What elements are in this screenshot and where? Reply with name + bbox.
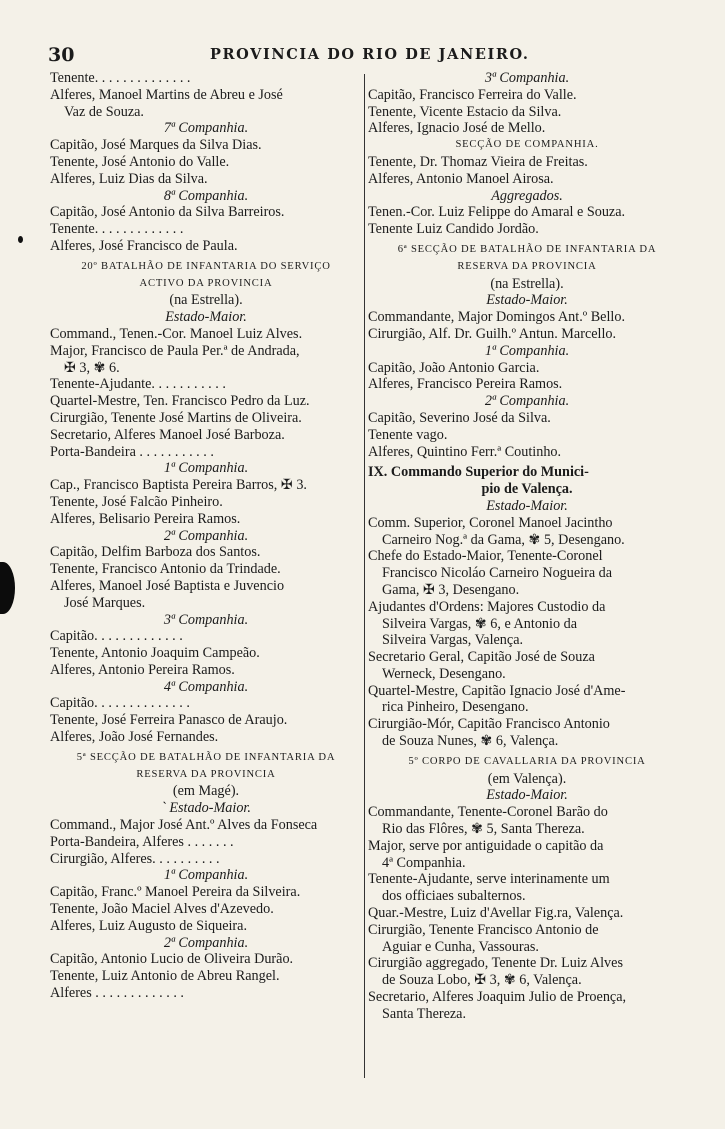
location-label: (em Valença). bbox=[487, 770, 567, 787]
roster-line: Alferes, Manoel Martins de Abreu e José bbox=[50, 86, 283, 103]
roster-line: Silveira Vargas, Valença. bbox=[382, 632, 524, 649]
roster-line: ✠ 3, ✾ 6. bbox=[64, 359, 120, 376]
company-heading: 2ª Companhia. bbox=[163, 527, 249, 544]
section-heading: 6ª SECÇÃO DE BATALHÃO DE INFANTARIA DA bbox=[397, 243, 657, 255]
section-heading: IX. Commando Superior do Munici- bbox=[368, 464, 589, 481]
roster-line: Cirurgião-Mór, Capitão Francisco Antonio bbox=[368, 716, 610, 733]
right-column bbox=[368, 70, 686, 1023]
staff-heading: Estado-Maior. bbox=[486, 787, 568, 804]
roster-line: Capitão, Severino José da Silva. bbox=[368, 409, 551, 426]
roster-line: Capitão, Antonio Lucio de Oliveira Durão. bbox=[50, 951, 294, 968]
roster-line: Santa Thereza. bbox=[382, 1005, 467, 1022]
roster-line: Alferes, João José Fernandes. bbox=[50, 729, 219, 746]
roster-line: Command., Tenen.-Cor. Manoel Luiz Alves. bbox=[50, 325, 303, 342]
roster-line: Tenente, José Antonio do Valle. bbox=[50, 153, 230, 170]
roster-line: Tenente. . . . . . . . . . . . . . bbox=[50, 70, 191, 86]
roster-line: Silveira Vargas, ✾ 6, e Antonio da bbox=[382, 615, 577, 632]
page-number: 30 bbox=[48, 44, 75, 66]
roster-line: Carneiro Nog.ª da Gama, ✾ 5, Desengano. bbox=[382, 531, 625, 548]
company-heading: 1ª Companhia. bbox=[163, 867, 249, 884]
roster-line: Comm. Superior, Coronel Manoel Jacintho bbox=[368, 514, 613, 531]
company-heading: 1ª Companhia. bbox=[163, 460, 249, 477]
roster-line: Cirurgião, Alf. Dr. Guilh.º Antun. Marcello. bbox=[368, 325, 617, 342]
binding-blot bbox=[0, 562, 15, 614]
roster-line: Secretario, Alferes Manoel José Barboza. bbox=[50, 426, 285, 443]
roster-line: Quar.-Mestre, Luiz d'Avellar Fig.ra, Valença. bbox=[368, 905, 624, 922]
roster-line: Vaz de Souza. bbox=[64, 103, 144, 120]
roster-line: Commandante, Tenente-Coronel Barão do bbox=[368, 804, 608, 821]
roster-line: Alferes, Manoel José Baptista e Juvencio bbox=[50, 577, 285, 594]
roster-line: Quartel-Mestre, Ten. Francisco Pedro da Luz. bbox=[50, 393, 310, 410]
roster-line: Commandante, Major Domingos Ant.º Bello. bbox=[368, 309, 625, 326]
column-divider bbox=[364, 74, 365, 1078]
section-heading: RESERVA DA PROVINCIA bbox=[457, 260, 597, 272]
roster-line: Tenente, Luiz Antonio de Abreu Rangel. bbox=[50, 968, 280, 985]
section-heading: SECÇÃO DE COMPANHIA. bbox=[455, 139, 599, 151]
roster-line: Capitão, João Antonio Garcia. bbox=[368, 359, 540, 376]
roster-line: Cirurgião aggregado, Tenente Dr. Luiz Alves bbox=[368, 955, 623, 972]
company-heading: 3ª Companhia. bbox=[163, 611, 249, 628]
roster-line: Capitão, José Marques da Silva Dias. bbox=[50, 137, 262, 154]
left-column bbox=[50, 70, 362, 1002]
roster-line: de Souza Lobo, ✠ 3, ✾ 6, Valença. bbox=[382, 972, 582, 989]
roster-line: Tenente Luiz Candido Jordão. bbox=[368, 221, 539, 238]
roster-line: Tenente, José Falcão Pinheiro. bbox=[50, 493, 223, 510]
roster-line: Cirurgião, Tenente Francisco Antonio de bbox=[368, 921, 599, 938]
company-heading: 7ª Companhia. bbox=[163, 120, 249, 137]
company-heading: 2ª Companhia. bbox=[484, 393, 570, 410]
roster-line: Cap., Francisco Baptista Pereira Barros, ✠ 3. bbox=[50, 477, 307, 494]
roster-line: Tenente, Francisco Antonio da Trindade. bbox=[50, 561, 281, 578]
location-label: (em Magé). bbox=[172, 783, 240, 800]
roster-line: Francisco Nicoláo Carneiro Nogueira da bbox=[382, 565, 613, 582]
roster-line: Tenente. . . . . . . . . . . . . bbox=[50, 221, 184, 238]
roster-line: Major, serve por antiguidade o capitão da bbox=[368, 837, 604, 854]
roster-line: Alferes . . . . . . . . . . . . . bbox=[50, 985, 184, 1002]
roster-line: Alferes, Luiz Dias da Silva. bbox=[50, 170, 208, 187]
roster-line: Capitão. . . . . . . . . . . . . bbox=[50, 628, 183, 645]
roster-line: 4ª Companhia. bbox=[382, 854, 466, 871]
company-heading: 3ª Companhia. bbox=[484, 70, 570, 86]
roster-line: Aguiar e Cunha, Vassouras. bbox=[382, 938, 539, 955]
location-label: (na Estrella). bbox=[490, 275, 564, 292]
roster-line: Alferes, José Francisco de Paula. bbox=[50, 237, 238, 254]
company-heading: 4ª Companhia. bbox=[163, 678, 249, 695]
roster-line: Tenente, Antonio Joaquim Campeão. bbox=[50, 645, 260, 662]
section-heading: ACTIVO DA PROVINCIA bbox=[139, 277, 273, 289]
staff-heading: Estado-Maior. bbox=[165, 309, 247, 326]
roster-line: Tenen.-Cor. Luiz Felippe do Amaral e Souza. bbox=[368, 204, 626, 221]
section-heading: 5º CORPO DE CAVALLARIA DA PROVINCIA bbox=[408, 755, 646, 767]
roster-line: Tenente, João Maciel Alves d'Azevedo. bbox=[50, 901, 274, 918]
roster-line: Capitão, José Antonio da Silva Barreiros. bbox=[50, 204, 285, 221]
section-heading: RESERVA DA PROVINCIA bbox=[136, 768, 276, 780]
roster-line: Cirurgião, Alferes. . . . . . . . . . bbox=[50, 850, 220, 867]
roster-line: Quartel-Mestre, Capitão Ignacio José d'Ame- bbox=[368, 682, 626, 699]
roster-line: Alferes, Francisco Pereira Ramos. bbox=[368, 376, 563, 393]
roster-line: Tenente, José Ferreira Panasco de Araujo. bbox=[50, 712, 288, 729]
roster-line: de Souza Nunes, ✾ 6, Valença. bbox=[382, 733, 559, 750]
roster-line: Alferes, Ignacio José de Mello. bbox=[368, 120, 546, 137]
roster-line: rica Pinheiro, Desengano. bbox=[382, 699, 529, 716]
roster-line: Chefe do Estado-Maior, Tenente-Coronel bbox=[368, 548, 603, 565]
roster-line: Porta-Bandeira, Alferes . . . . . . . bbox=[50, 833, 234, 850]
section-heading: 5ª SECÇÃO DE BATALHÃO DE INFANTARIA DA bbox=[76, 751, 336, 763]
roster-line: Ajudantes d'Ordens: Majores Custodio da bbox=[368, 598, 606, 615]
roster-line: Tenente, Vicente Estacio da Silva. bbox=[368, 103, 562, 120]
roster-line: Tenente-Ajudante, serve interinamente um bbox=[368, 871, 610, 888]
section-heading: pio de Valença. bbox=[481, 481, 573, 498]
company-heading: 8ª Companhia. bbox=[163, 187, 249, 204]
page-header bbox=[40, 44, 672, 70]
roster-line: Alferes, Luiz Augusto de Siqueira. bbox=[50, 917, 248, 934]
roster-line: Capitão. . . . . . . . . . . . . . bbox=[50, 695, 190, 712]
roster-line: Capitão, Francisco Ferreira do Valle. bbox=[368, 86, 577, 103]
roster-line: Tenente, Dr. Thomaz Vieira de Freitas. bbox=[368, 153, 588, 170]
running-title: PROVINCIA DO RIO DE JANEIRO. bbox=[210, 46, 530, 63]
staff-heading: ` Estado-Maior. bbox=[161, 800, 251, 817]
roster-line: Secretario Geral, Capitão José de Souza bbox=[368, 649, 595, 666]
roster-line: Capitão, Delfim Barboza dos Santos. bbox=[50, 544, 261, 561]
roster-line: Alferes, Quintino Ferr.ª Coutinho. bbox=[368, 443, 562, 460]
roster-line: dos officiaes subalternos. bbox=[382, 888, 526, 905]
roster-line: Secretario, Alferes Joaquim Julio de Proença, bbox=[368, 989, 627, 1006]
company-heading: 2ª Companhia. bbox=[163, 934, 249, 951]
roster-line: Cirurgião, Tenente José Martins de Oliveira. bbox=[50, 409, 302, 426]
roster-line: Alferes, Antonio Pereira Ramos. bbox=[50, 661, 235, 678]
roster-line: Porta-Bandeira . . . . . . . . . . . bbox=[50, 443, 214, 460]
roster-line: Alferes, Belisario Pereira Ramos. bbox=[50, 510, 241, 527]
roster-line: Gama, ✠ 3, Desengano. bbox=[382, 581, 520, 598]
roster-line: Rio das Flôres, ✾ 5, Santa Thereza. bbox=[382, 821, 585, 838]
roster-line: Command., Major José Ant.º Alves da Fonseca bbox=[50, 817, 318, 834]
roster-line: Capitão, Franc.º Manoel Pereira da Silveira. bbox=[50, 884, 301, 901]
roster-line: José Marques. bbox=[64, 594, 146, 611]
roster-line: Tenente-Ajudante. . . . . . . . . . . bbox=[50, 376, 226, 393]
location-label: (na Estrella). bbox=[169, 292, 243, 309]
roster-line: Major, Francisco de Paula Per.ª de Andrada, bbox=[50, 342, 300, 359]
staff-heading: Aggregados. bbox=[491, 187, 563, 204]
roster-line: Alferes, Antonio Manoel Airosa. bbox=[368, 170, 554, 187]
section-heading: 20º BATALHÃO DE INFANTARIA DO SERVIÇO bbox=[81, 260, 331, 272]
staff-heading: Estado-Maior. bbox=[486, 497, 568, 514]
roster-line: Tenente vago. bbox=[368, 426, 448, 443]
company-heading: 1ª Companhia. bbox=[484, 342, 570, 359]
staff-heading: Estado-Maior. bbox=[486, 292, 568, 309]
ink-mark bbox=[18, 236, 23, 243]
roster-line: Werneck, Desengano. bbox=[382, 665, 506, 682]
